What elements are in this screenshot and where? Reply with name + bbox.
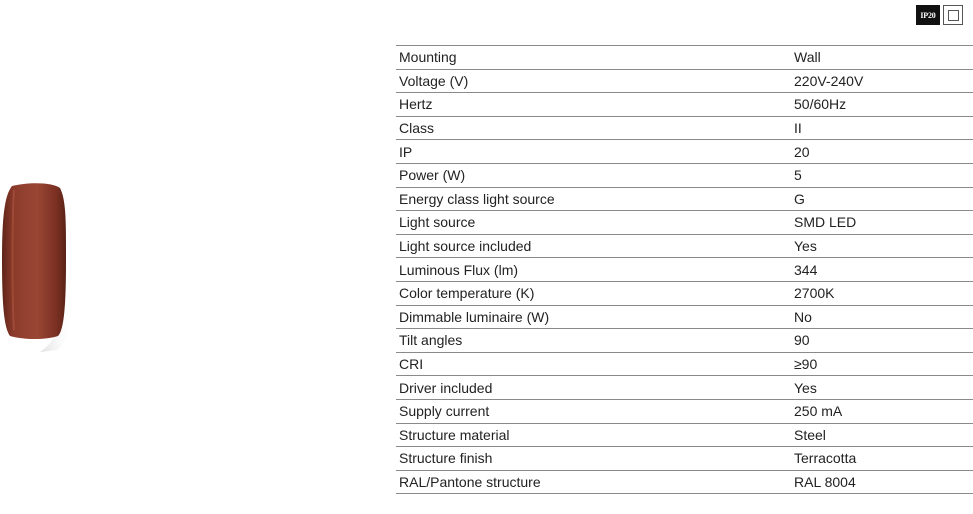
spec-label: Light source	[399, 214, 476, 231]
spec-value: 50/60Hz	[794, 96, 847, 113]
table-row	[396, 329, 973, 353]
spec-label: Mounting	[399, 49, 457, 66]
spec-value: 344	[794, 261, 818, 278]
spec-label: Class	[399, 120, 435, 137]
table-row	[396, 471, 973, 495]
specifications-table	[396, 45, 973, 494]
spec-value: No	[794, 308, 812, 325]
spec-label: Driver included	[399, 379, 493, 396]
table-row	[396, 117, 973, 141]
spec-label: Tilt angles	[399, 332, 463, 349]
wall-lamp-illustration	[0, 180, 80, 360]
table-row	[396, 211, 973, 235]
spec-label: Luminous Flux (lm)	[399, 261, 519, 278]
spec-label: RAL/Pantone structure	[399, 473, 541, 490]
spec-value: Wall	[794, 49, 821, 66]
table-row	[396, 376, 973, 400]
spec-label: Energy class light source	[399, 190, 555, 207]
spec-label: IP	[399, 143, 413, 160]
table-row	[396, 188, 973, 212]
spec-value: RAL 8004	[794, 473, 856, 490]
table-row	[396, 93, 973, 117]
spec-label: Structure finish	[399, 450, 493, 467]
table-row	[396, 353, 973, 377]
spec-label: Hertz	[399, 96, 433, 113]
table-row	[396, 258, 973, 282]
table-row	[396, 306, 973, 330]
spec-label: Power (W)	[399, 167, 466, 184]
table-row	[396, 235, 973, 259]
table-row	[396, 424, 973, 448]
spec-value: 5	[794, 167, 802, 184]
product-image	[0, 180, 80, 360]
spec-value: 250 mA	[794, 403, 843, 420]
spec-value: 90	[794, 332, 810, 349]
spec-label: Structure material	[399, 426, 510, 443]
spec-value: 220V-240V	[794, 72, 864, 89]
spec-value: G	[794, 190, 805, 207]
spec-value: Terracotta	[794, 450, 857, 467]
spec-value: ≥90	[794, 356, 818, 373]
spec-value: 20	[794, 143, 810, 160]
table-row	[396, 46, 973, 70]
table-row	[396, 70, 973, 94]
table-row	[396, 282, 973, 306]
class-ii-icon	[943, 5, 963, 25]
spec-value: Yes	[794, 238, 817, 255]
spec-label: Voltage (V)	[399, 72, 469, 89]
table-row	[396, 400, 973, 424]
spec-label: Supply current	[399, 403, 490, 420]
spec-label: Dimmable luminaire (W)	[399, 308, 550, 325]
ip-rating-badge: IP20	[916, 5, 940, 25]
certification-badges	[916, 5, 963, 25]
table-row	[396, 164, 973, 188]
spec-value: SMD LED	[794, 214, 857, 231]
spec-value: Yes	[794, 379, 817, 396]
spec-value: 2700K	[794, 285, 835, 302]
spec-label: Color temperature (K)	[399, 285, 535, 302]
table-row	[396, 140, 973, 164]
spec-value: Steel	[794, 426, 826, 443]
spec-label: CRI	[399, 356, 424, 373]
spec-label: Light source included	[399, 238, 532, 255]
table-row	[396, 447, 973, 471]
spec-value: II	[794, 120, 802, 137]
